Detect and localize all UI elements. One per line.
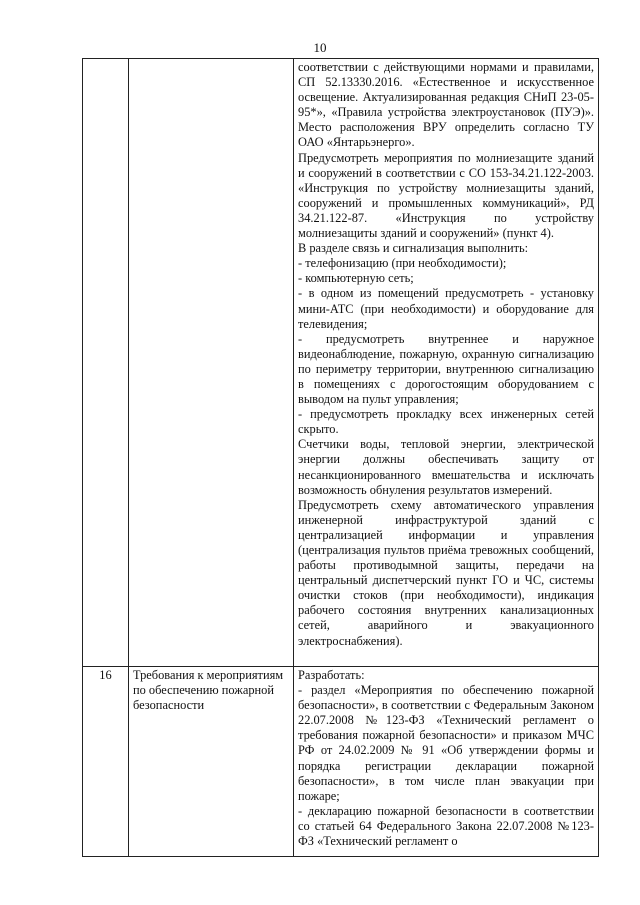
paragraph: Предусмотреть мероприятия по молниезащите зданий и сооружений в соответствии с СО 153-34.21.122-2003. «Инструкция по устройству молниезащиты зданий, сооружений и промышленных коммуникаций», РД 34.21.122-87. «Инструкция по устройству молниезащиты зданий и сооружений» (пункт 4). [298, 150, 594, 241]
paragraph: В разделе связь и сигнализация выполнить: [298, 241, 529, 256]
row-number-cell: 16 [83, 667, 129, 857]
list-item: - предусмотреть внутреннее и наружное видеонаблюдение, пожарную, охранную сигнализацию по периметру территории, внутреннюю сигнализацию в помещениях с дорогостоящим оборудованием с выводом на пульт управления; [298, 331, 594, 407]
paragraph: Разработать: [298, 668, 365, 682]
table-row [83, 667, 599, 857]
table-row [83, 59, 599, 667]
list-item: - раздел «Мероприятия по обеспечению пожарной безопасности», в соответствии с Федеральным Законом 22.07.2008 №123-ФЗ «Технический регламент о требования пожарной безопасности» и приказом МЧС РФ от 24.02.2009 № 91 «Об утверждении формы и порядка регистрации декларации пожарной безопасности», в том числе план эвакуации при пожаре; [298, 683, 594, 803]
list-item: - предусмотреть прокладку всех инженерных сетей скрыто. [298, 407, 594, 437]
page-number: 10 [313, 40, 327, 55]
content-cell [294, 59, 599, 667]
requirement-cell: Требования к мероприятиям по обеспечению пожарной безопасности [129, 667, 294, 857]
paragraph: Предусмотреть схему автоматического управления инженерной инфраструктурой зданий с централизацией информации и управления (централизация пультов приёма тревожных сообщений, работы противодымной защиты, передачи на центральный диспетчерский пункт ГО и ЧС, системы очистки стоков (при необходимости), индикация рабочего состояния внутренних канализационных сетей, аварийного и эвакуационного электроснабжения). [298, 497, 594, 648]
list-item: - компьютерную сеть; [298, 271, 414, 286]
content-cell [294, 667, 599, 857]
row-number-cell [83, 59, 129, 667]
paragraph: Счетчики воды, тепловой энергии, электрической энергии должны обеспечивать защиту от несанкционированного вмешательства и исключать возможность обнуления результатов измерений. [298, 437, 594, 497]
paragraph: соответствии с действующими нормами и правилами, СП 52.13330.2016. «Естественное и искусственное освещение. Актуализированная редакция СНиП 23-05-95*», «Правила устройства электроустановок (ПУЭ)». Место расположения ВРУ определить согласно ТУ ОАО «Янтарьэнерго». [298, 60, 594, 150]
requirement-cell [129, 59, 294, 667]
list-item: - в одном из помещений предусмотреть - установку мини-АТС (при необходимости) и оборудование для телевидения; [298, 286, 594, 331]
list-item: - декларацию пожарной безопасности в соответствии со статьей 64 Федерального Закона 22.07.2008 №123-ФЗ «Технический регламент о [298, 803, 594, 849]
requirements-table [82, 58, 599, 857]
list-item: - телефонизацию (при необходимости); [298, 256, 507, 271]
